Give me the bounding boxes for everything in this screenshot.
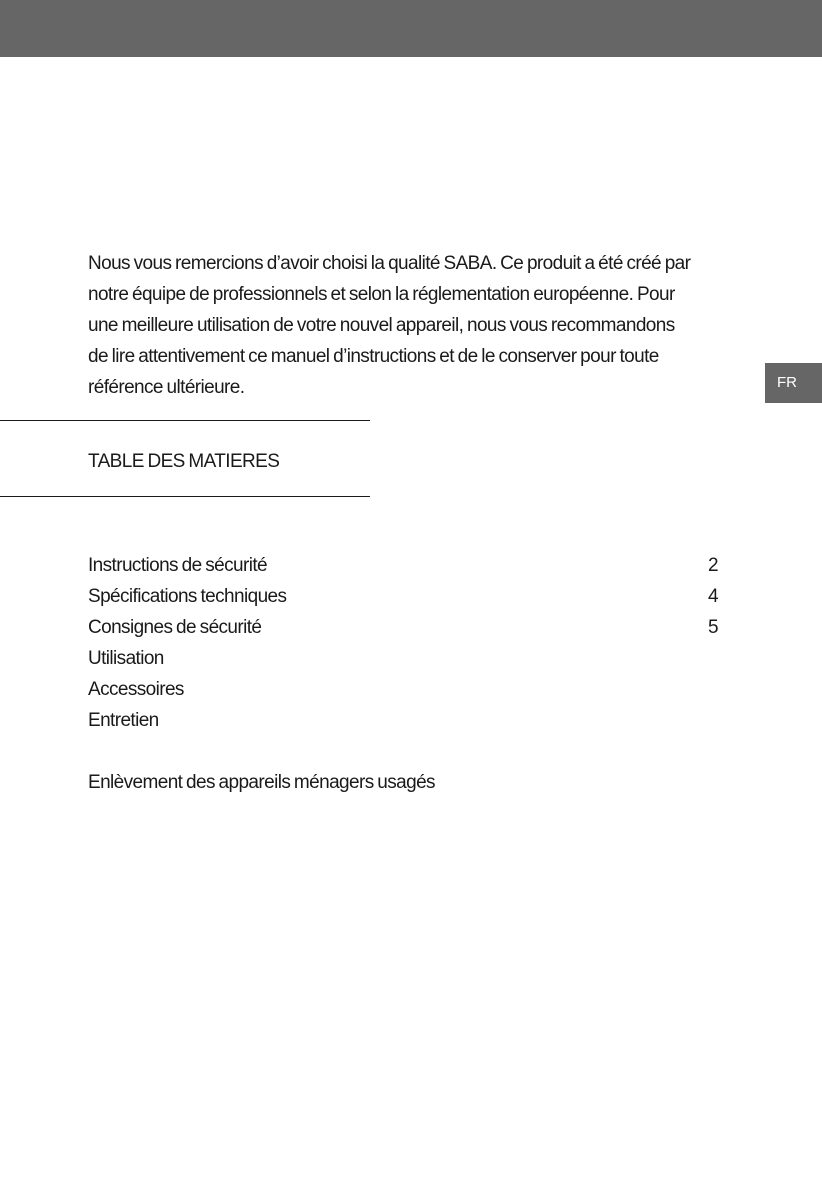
toc-entry-title: Entretien [88, 710, 159, 731]
intro-line: notre équipe de professionnels et selon la réglementation européenne. Pour [88, 284, 675, 305]
intro-paragraph [88, 248, 728, 403]
toc-entry-title: Consignes de sécurité [88, 617, 262, 638]
toc-entry-entretien[interactable] [88, 705, 718, 736]
toc-entry-page: 4 [708, 586, 718, 607]
language-tab-label: FR [777, 374, 797, 391]
toc-top-divider [0, 420, 370, 421]
intro-line: référence ultérieure. [88, 377, 245, 398]
table-of-contents [88, 550, 718, 798]
toc-entry-consignes-securite[interactable] [88, 612, 718, 643]
toc-entry-title: Accessoires [88, 679, 184, 700]
toc-entry-enlevement-appareils[interactable] [88, 767, 718, 798]
header-bar [0, 0, 822, 57]
toc-entry-title: Instructions de sécurité [88, 555, 267, 576]
toc-entry-instructions-securite[interactable] [88, 550, 718, 581]
toc-entry-utilisation[interactable] [88, 643, 718, 674]
toc-entry-title: Utilisation [88, 648, 164, 669]
toc-bottom-divider [0, 496, 370, 497]
toc-entry-specifications-techniques[interactable] [88, 581, 718, 612]
toc-entry-title: Spécifications techniques [88, 586, 287, 607]
toc-entry-accessoires[interactable] [88, 674, 718, 705]
intro-line: Nous vous remercions d’avoir choisi la qualité SABA. Ce produit a été créé par [88, 253, 691, 274]
intro-line: de lire attentivement ce manuel d’instructions et de le conserver pour toute [88, 346, 659, 367]
intro-line: une meilleure utilisation de votre nouvel appareil, nous vous recommandons [88, 315, 675, 336]
toc-heading: TABLE DES MATIERES [88, 451, 280, 472]
language-tab[interactable] [765, 363, 822, 403]
toc-entry-page: 2 [708, 555, 718, 576]
toc-entry-page: 5 [708, 617, 718, 638]
toc-entry-title: Enlèvement des appareils ménagers usagés [88, 772, 435, 793]
